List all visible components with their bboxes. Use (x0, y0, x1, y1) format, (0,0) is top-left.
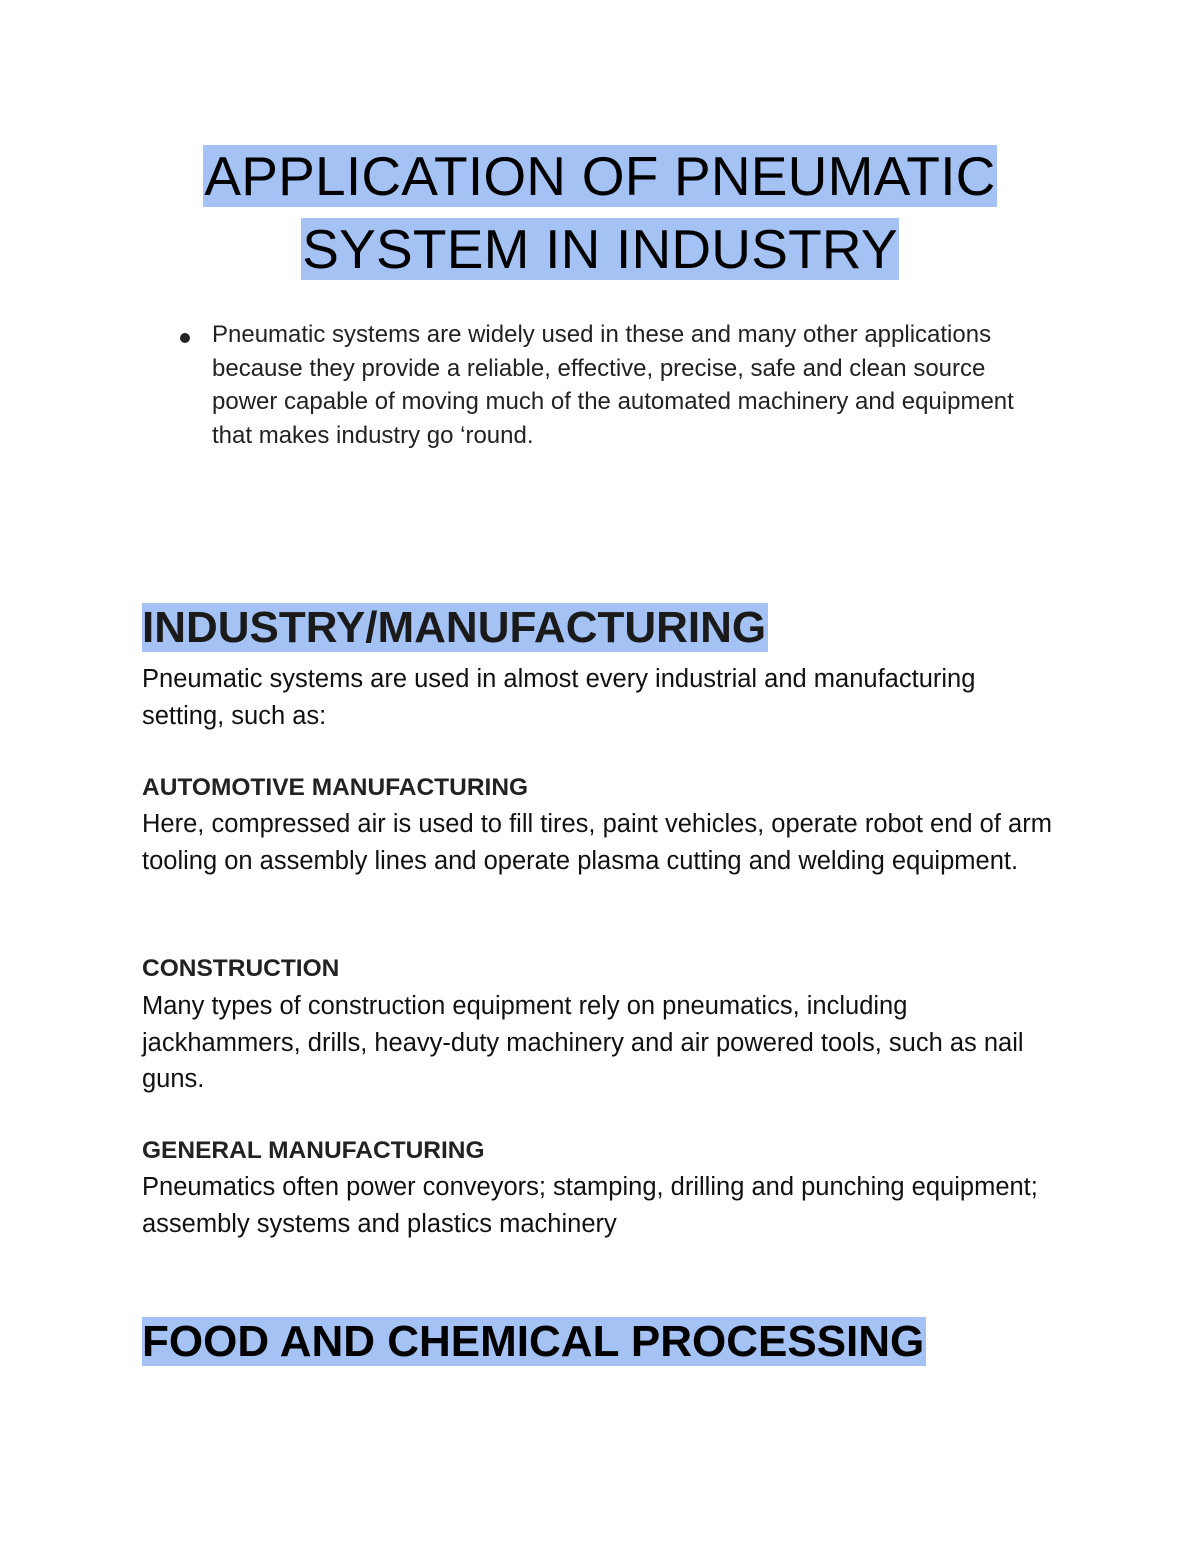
title-line-2: SYSTEM IN INDUSTRY (302, 218, 898, 280)
document-title (100, 140, 1100, 286)
intro-bullet-list (174, 318, 1054, 452)
industry-heading-text: INDUSTRY/MANUFACTURING (142, 603, 767, 652)
automotive-heading: AUTOMOTIVE MANUFACTURING (142, 774, 529, 801)
automotive-paragraph: Here, compressed air is used to fill tires, paint vehicles, operate robot end of arm tooling on assembly lines and operate plasma cutting and welding equipment. (142, 810, 1052, 875)
general-manufacturing-paragraph: Pneumatics often power conveyors; stamping, drilling and punching equipment; assembly systems and plastics machinery (142, 1173, 1038, 1238)
bullet-text: Pneumatic systems are widely used in these and many other applications because they provide a reliable, effective, precise, safe and clean source power capable of moving much of the automated machinery and equipment that makes industry go ‘round. (212, 321, 1014, 449)
list-item (174, 318, 1054, 452)
food-heading (142, 1314, 926, 1370)
construction-heading: CONSTRUCTION (142, 955, 340, 982)
construction-paragraph: Many types of construction equipment rely on pneumatics, including jackhammers, drills, heavy-duty machinery and air powered tools, such as nail guns. (142, 992, 1024, 1093)
industry-intro-paragraph: Pneumatic systems are used in almost every industrial and manufacturing setting, such as: (142, 665, 976, 730)
industry-heading (142, 600, 768, 656)
food-heading-text: FOOD AND CHEMICAL PROCESSING (142, 1317, 925, 1366)
bullet-icon (180, 333, 190, 343)
title-line-1: APPLICATION OF PNEUMATIC (204, 145, 996, 207)
general-manufacturing-heading: GENERAL MANUFACTURING (142, 1137, 485, 1164)
